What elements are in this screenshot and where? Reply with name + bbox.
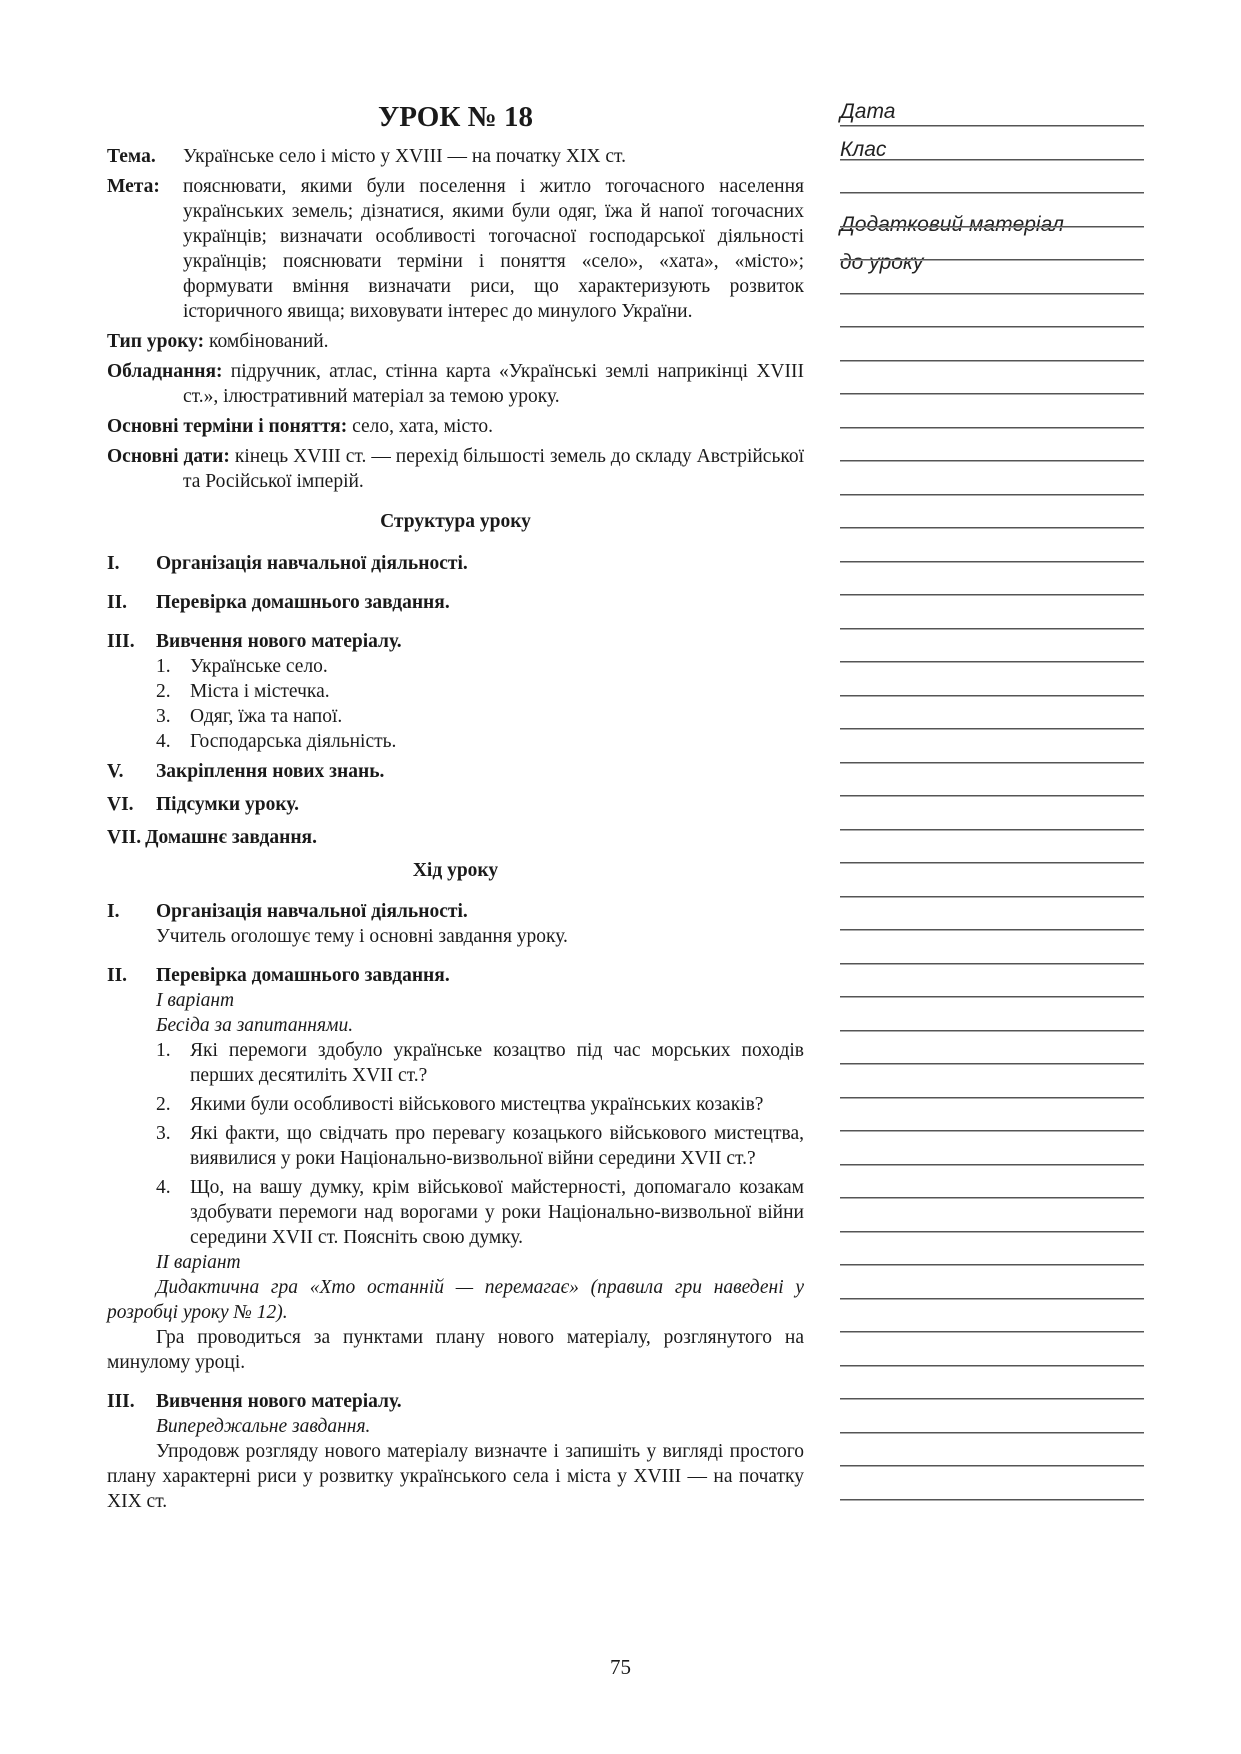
note-line	[840, 1432, 1144, 1434]
note-line	[840, 795, 1144, 797]
lesson-title: УРОК № 18	[377, 101, 534, 133]
structure-subitems	[107, 654, 804, 754]
note-line	[840, 996, 1144, 998]
structure-step: VI. Підсумки уроку.	[107, 794, 299, 815]
structure-step: II. Перевірка домашнього завдання.	[107, 592, 450, 613]
note-line	[840, 1264, 1144, 1266]
topic-field	[107, 144, 804, 169]
date-label: Дата	[840, 100, 896, 123]
note-line	[840, 929, 1144, 931]
lesson-plan	[107, 100, 804, 1514]
note-line	[840, 661, 1144, 663]
note-line	[840, 1298, 1144, 1300]
key-terms	[107, 414, 804, 439]
note-line	[840, 1398, 1144, 1400]
class-label: Клас	[840, 138, 887, 161]
list-item: 2. Міста і містечка.	[156, 681, 330, 702]
lesson-type-value: комбінований.	[209, 331, 329, 352]
lesson-type	[107, 329, 804, 354]
list-item: 1. Українське село.	[156, 656, 328, 677]
variant-2-label: ІІ варіант	[156, 1252, 241, 1273]
note-line	[840, 293, 1144, 295]
advance-task-label: Випереджальне завдання.	[156, 1416, 371, 1437]
note-line	[840, 594, 1144, 596]
variant-2-desc: Дидактична гра «Хто останній — перемагає» (правила гри наведені у розробці уроку № 12).	[107, 1277, 804, 1323]
key-terms-label: Основні терміни і поняття:	[107, 416, 348, 437]
note-line	[840, 1164, 1144, 1166]
equipment-label: Обладнання:	[107, 361, 223, 382]
advance-task-text: Упродовж розгляду нового матеріалу визначте і запишіть у вигляді простого плану характерні риси у розвитку українського села і міста у XVIII — на початку XIX ст.	[107, 1441, 804, 1512]
note-line	[840, 1130, 1144, 1132]
topic-label: Тема.	[107, 146, 156, 167]
note-line	[840, 829, 1144, 831]
course-step-3: III. Вивчення нового матеріалу.	[107, 1391, 402, 1412]
note-line	[840, 695, 1144, 697]
structure-step: VII. Домашнє завдання.	[107, 827, 317, 848]
extra-material-label-2: до уроку	[840, 251, 924, 274]
note-line	[840, 1030, 1144, 1032]
note-line	[840, 1465, 1144, 1467]
course-step-1: I. Організація навчальної діяльності.	[107, 901, 468, 922]
variant-1-label: І варіант	[156, 990, 235, 1011]
list-item: 3. Які факти, що свідчать про перевагу козацького військового мистецтва, виявилися у роки Національно-визвольної війни середини XVII ст.?	[156, 1123, 804, 1169]
list-item: 1. Які перемоги здобуло українське козацтво під час морських походів перших десятиліть XVII ст.?	[156, 1040, 804, 1086]
note-line	[840, 896, 1144, 898]
note-line	[840, 192, 1144, 194]
structure-step: III. Вивчення нового матеріалу.	[107, 631, 402, 652]
note-line	[840, 1097, 1144, 1099]
note-line	[840, 1365, 1144, 1367]
course-step-2: II. Перевірка домашнього завдання.	[107, 965, 450, 986]
note-line	[840, 963, 1144, 965]
note-line	[840, 393, 1144, 395]
note-line	[840, 427, 1144, 429]
note-line	[840, 1331, 1144, 1333]
note-line	[840, 1197, 1144, 1199]
key-dates-value: кінець XVIII ст. — перехід більшості земель до складу Австрійської та Російської імперій.	[183, 446, 804, 492]
topic-value: Українське село і місто у XVIII — на початку XIX ст.	[183, 146, 626, 167]
note-line	[840, 1063, 1144, 1065]
list-item: 2. Якими були особливості військового мистецтва українських козаків?	[156, 1094, 764, 1115]
list-item: 4. Господарська діяльність.	[156, 731, 397, 752]
course-step-1-text: Учитель оголошує тему і основні завдання уроку.	[156, 926, 568, 947]
note-line	[840, 862, 1144, 864]
note-line	[840, 259, 1144, 261]
structure-title: Структура уроку	[380, 511, 531, 532]
note-line	[840, 125, 1144, 127]
structure-step: I. Організація навчальної діяльності.	[107, 553, 468, 574]
note-line	[840, 762, 1144, 764]
game-text: Гра проводиться за пунктами плану нового матеріалу, розглянутого на минулому уроці.	[107, 1327, 804, 1373]
note-line	[840, 159, 1144, 161]
variant-1-desc: Бесіда за запитаннями.	[156, 1015, 354, 1036]
note-line	[840, 561, 1144, 563]
note-line	[840, 360, 1144, 362]
goal-value: пояснювати, якими були поселення і житло тогочасного населення українських земель; дізнатися, якими були одяг, їжа й напої тогочасних українців; визначати особливості тогочасної господарської діяльності українців; пояснювати терміни і поняття «село», «хата», «місто»; формувати вміння визначати риси, що характеризують розвиток історичного явища; виховувати інтерес до минулого України.	[183, 176, 804, 322]
note-line	[840, 1231, 1144, 1233]
note-line	[840, 527, 1144, 529]
note-line	[840, 494, 1144, 496]
page-number: 75	[610, 1655, 631, 1679]
extra-material-label: Додатковий матеріал	[840, 213, 1064, 236]
note-line	[840, 628, 1144, 630]
note-line	[840, 326, 1144, 328]
structure-step: V. Закріплення нових знань.	[107, 761, 385, 782]
question-list	[107, 1038, 804, 1250]
note-line	[840, 1499, 1144, 1501]
lesson-type-label: Тип уроку:	[107, 331, 205, 352]
list-item: 3. Одяг, їжа та напої.	[156, 706, 343, 727]
key-dates-label: Основні дати:	[107, 446, 230, 467]
equipment	[107, 359, 804, 409]
goal-field	[107, 174, 804, 324]
note-line	[840, 226, 1144, 228]
goal-label: Мета:	[107, 176, 160, 197]
note-line	[840, 460, 1144, 462]
course-title: Хід уроку	[412, 860, 499, 881]
key-terms-value: село, хата, місто.	[352, 416, 493, 437]
equipment-value: підручник, атлас, стінна карта «Українські землі наприкінці XVIII ст.», ілюстративний матеріал за темою уроку.	[183, 361, 804, 407]
list-item: 4. Що, на вашу думку, крім військової майстерності, допомагало козакам здобувати перемоги над ворогами у роки Національно-визвольної війни середини XVII ст. Поясніть свою думку.	[156, 1177, 804, 1248]
note-line	[840, 728, 1144, 730]
key-dates	[107, 444, 804, 494]
